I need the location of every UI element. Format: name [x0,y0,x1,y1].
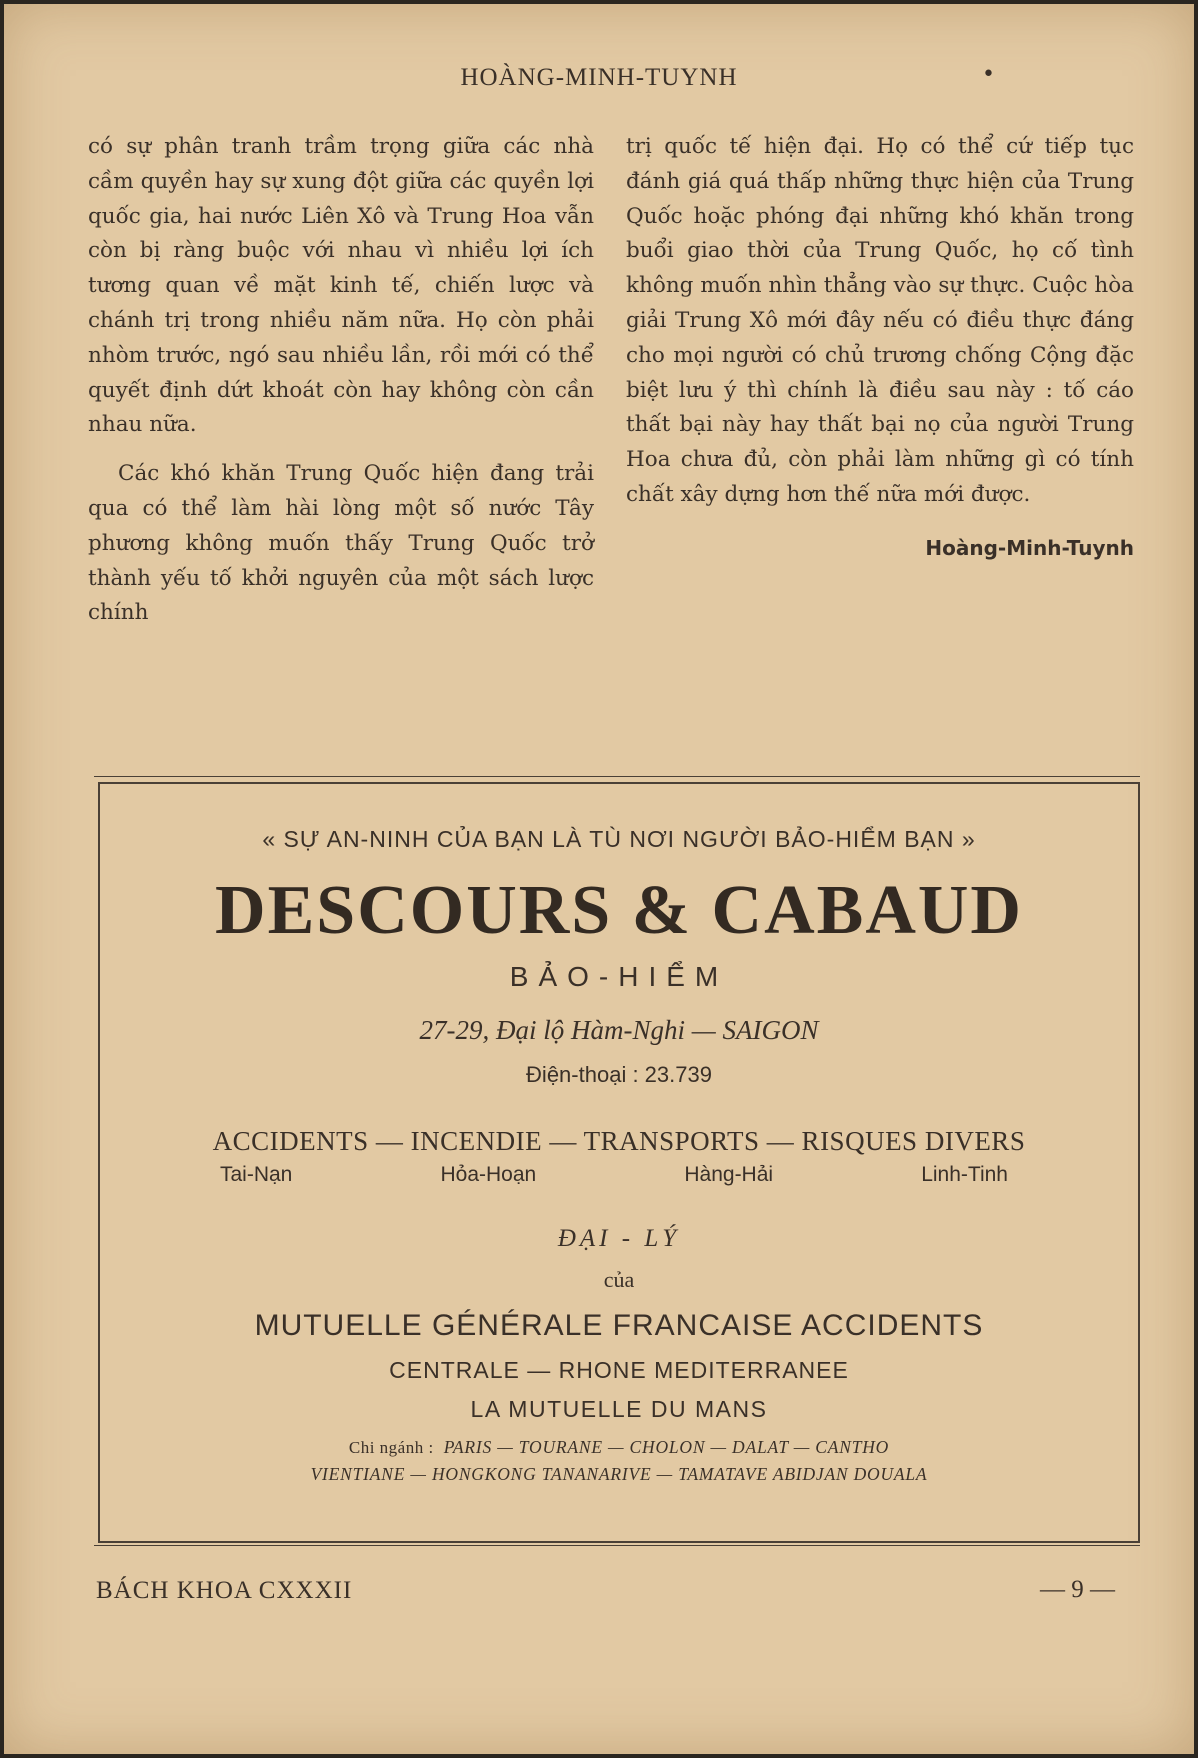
ad-mutuelle-name: MUTUELLE GÉNÉRALE FRANCAISE ACCIDENTS [254,1309,984,1342]
magazine-page [4,4,1194,1754]
service-vn-label: Hỏa-Hoạn [440,1163,537,1186]
ad-services-vietnamese [220,1163,1008,1187]
ad-agent-title: ĐẠI - LÝ [557,1225,681,1252]
ad-company-name: DESCOURS & CABAUD [215,872,1023,949]
ad-top-rule [94,776,1140,777]
insurance-advertisement [98,782,1140,1543]
header-dot: • [982,62,995,87]
ad-branches-line-2 [100,1464,1138,1485]
footer-page-number: — 9 — [1040,1576,1115,1603]
ad-bottom-rule [94,1545,1140,1546]
ad-agent-of: của [603,1267,635,1292]
ad-phone: Điện-thoại : 23.739 [526,1062,712,1087]
branches-cities: PARIS — TOURANE — CHOLON — DALAT — CANTHO [443,1437,890,1457]
footer-magazine-title: BÁCH KHOA CXXXII [96,1577,353,1604]
left-paragraph-1: có sự phân tranh trầm trọng giữa các nhà cầm quyền hay sự xung đột giữa các quyền lợi quốc gia, hai nước Liên Xô và Trung Hoa vẫn còn bị ràng buộc với nhau vì nhiều lợi ích tương quan về mặt kinh tế, chiến lược và chánh trị trong nhiều năm nữa. Họ còn phải nhòm trước, ngó sau nhiều lần, rồi mới có thể quyết định dứt khoát còn hay không còn cần nhau nữa. [88,134,594,438]
article-left-column [88,130,594,631]
article-right-column [626,130,1134,566]
service-vn-label: Linh-Tinh [921,1163,1008,1186]
ad-address: 27-29, Đại lộ Hàm-Nghi — SAIGON [419,1015,819,1045]
branches-cities: VIENTIANE — HONGKONG TANANARIVE — TAMATAVE ABIDJAN DOUALA [310,1464,928,1484]
right-paragraph-1: trị quốc tế hiện đại. Họ có thể cứ tiếp tục đánh giá quá thấp những thực hiện của Trung Quốc hoặc phóng đại những khó khăn trong buổi giao thời của Trung Quốc, họ cố tình không muốn nhìn thẳng vào sự thực. Cuộc hòa giải Trung Xô mới đây nếu có điều thực đáng cho mọi người có chủ trương chống Cộng đặc biệt lưu ý thì chính là điều sau này : tố cáo thất bại này hay thất bại nọ của người Trung Hoa chưa đủ, còn phải làm những gì có tính chất xây dựng hơn thế nữa mới được. [626,134,1134,507]
running-head: HOÀNG-MINH-TUYNH [460,64,738,91]
ad-subtitle: BẢO-HIỂM [509,961,729,992]
ad-slogan: « SỰ AN-NINH CỦA BẠN LÀ TÙ NƠI NGƯỜI BẢO-HIỂM BẠN » [262,826,976,852]
ad-branches-line-1 [100,1437,1138,1458]
ad-centrale: CENTRALE — RHONE MEDITERRANEE [389,1357,849,1383]
service-vn-label: Tai-Nạn [220,1163,293,1186]
ad-services: ACCIDENTS — INCENDIE — TRANSPORTS — RISQUES DIVERS [212,1126,1026,1156]
branches-label: Chi ngánh : [348,1438,434,1457]
service-vn-label: Hàng-Hải [684,1163,774,1186]
author-signature: Hoàng-Minh-Tuynh [925,535,1134,560]
left-paragraph-2: Các khó khăn Trung Quốc hiện đang trải qua có thể làm hài lòng một số nước Tây phương không muốn thấy Trung Quốc trở thành yếu tố khởi nguyên của một sách lược chính [88,461,594,626]
ad-mutuelle-mans: LA MUTUELLE DU MANS [470,1396,768,1422]
